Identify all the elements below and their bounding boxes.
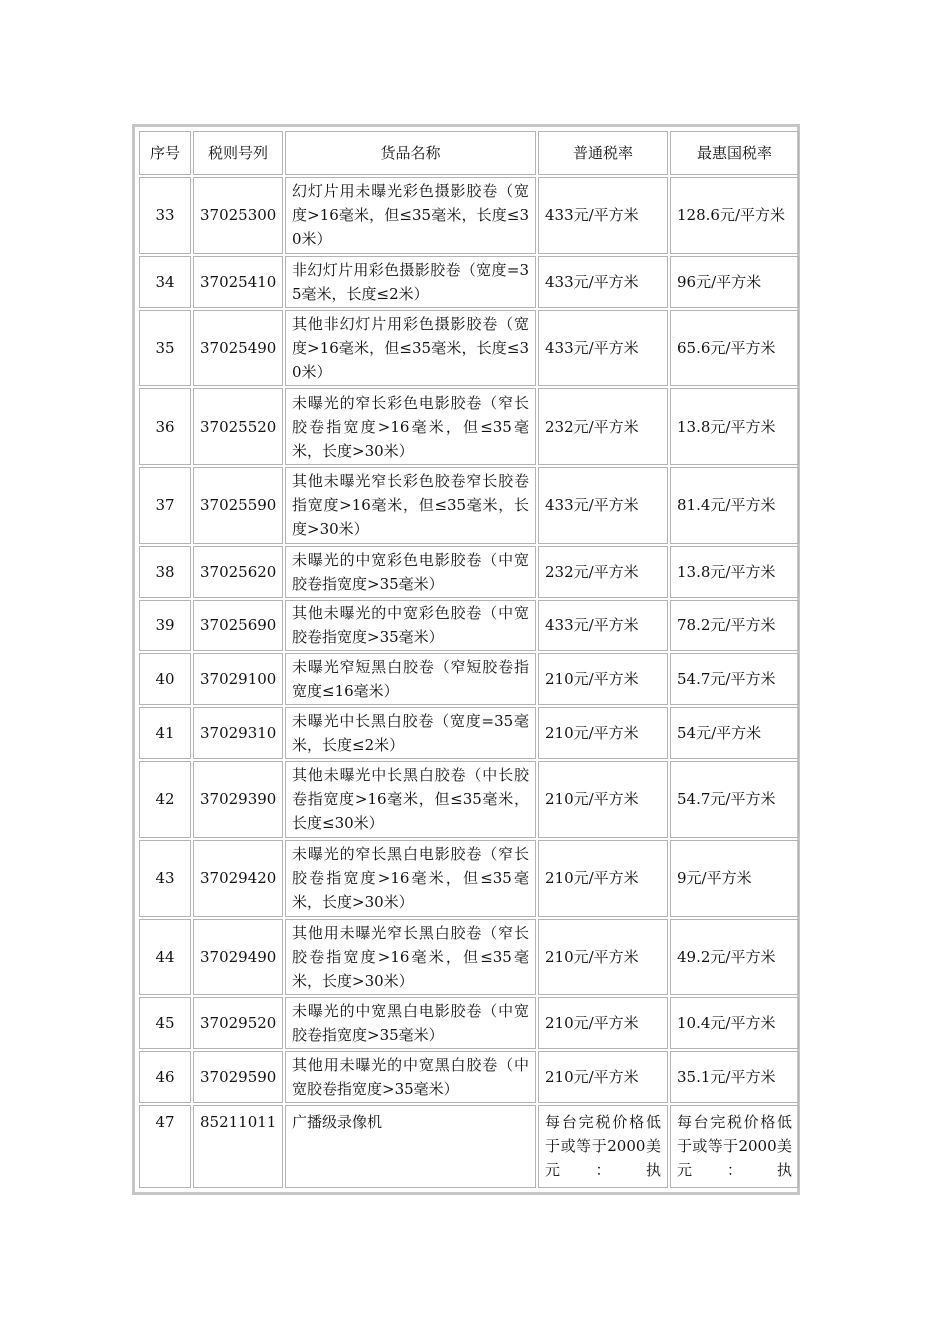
header-mfn-rate: 最惠国税率 (670, 131, 799, 175)
cell-name: 未曝光的中宽彩色电影胶卷（中宽胶卷指宽度>35毫米） (285, 546, 536, 598)
cell-name: 幻灯片用未曝光彩色摄影胶卷（宽度>16毫米，但≤35毫米，长度≤30米） (285, 177, 536, 254)
table-row (139, 707, 799, 759)
cell-code: 37025490 (193, 310, 283, 387)
cell-mfn-rate: 每台完税价格低于或等于2000美元：执 (670, 1105, 799, 1188)
header-no: 序号 (139, 131, 191, 175)
table-row (139, 761, 799, 838)
cell-code: 85211011 (193, 1105, 283, 1188)
cell-mfn-rate: 128.6元/平方米 (670, 177, 799, 254)
cell-name: 其他用未曝光的中宽黑白胶卷（中宽胶卷指宽度>35毫米） (285, 1051, 536, 1103)
table-row (139, 467, 799, 544)
cell-mfn-rate: 65.6元/平方米 (670, 310, 799, 387)
cell-general-rate: 210元/平方米 (538, 919, 668, 996)
cell-code: 37025410 (193, 256, 283, 308)
table-row (139, 1105, 799, 1188)
cell-no: 46 (139, 1051, 191, 1103)
cell-no: 39 (139, 600, 191, 652)
cell-no: 34 (139, 256, 191, 308)
cell-no: 35 (139, 310, 191, 387)
table-row (139, 388, 799, 465)
cell-no: 45 (139, 997, 191, 1049)
cell-general-rate: 210元/平方米 (538, 653, 668, 705)
cell-code: 37025620 (193, 546, 283, 598)
table-row (139, 256, 799, 308)
cell-name: 其他未曝光的中宽彩色胶卷（中宽胶卷指宽度>35毫米） (285, 600, 536, 652)
cell-name: 未曝光窄短黑白胶卷（窄短胶卷指宽度≤16毫米） (285, 653, 536, 705)
cell-mfn-rate: 10.4元/平方米 (670, 997, 799, 1049)
table-row (139, 1051, 799, 1103)
cell-code: 37029490 (193, 919, 283, 996)
cell-mfn-rate: 13.8元/平方米 (670, 546, 799, 598)
cell-mfn-rate: 54.7元/平方米 (670, 653, 799, 705)
cell-mfn-rate: 35.1元/平方米 (670, 1051, 799, 1103)
cell-mfn-rate: 9元/平方米 (670, 840, 799, 917)
cell-name: 未曝光的窄长彩色电影胶卷（窄长胶卷指宽度>16毫米，但≤35毫米，长度>30米） (285, 388, 536, 465)
cell-name: 其他非幻灯片用彩色摄影胶卷（宽度>16毫米，但≤35毫米，长度≤30米） (285, 310, 536, 387)
cell-general-rate: 210元/平方米 (538, 761, 668, 838)
cell-no: 47 (139, 1105, 191, 1188)
cell-code: 37025520 (193, 388, 283, 465)
cell-mfn-rate: 54元/平方米 (670, 707, 799, 759)
header-name: 货品名称 (285, 131, 536, 175)
cell-name: 非幻灯片用彩色摄影胶卷（宽度=35毫米，长度≤2米） (285, 256, 536, 308)
cell-mfn-rate: 49.2元/平方米 (670, 919, 799, 996)
cell-name: 未曝光的窄长黑白电影胶卷（窄长胶卷指宽度>16毫米，但≤35毫米，长度>30米） (285, 840, 536, 917)
tariff-table-container (132, 124, 800, 1195)
cell-no: 40 (139, 653, 191, 705)
cell-no: 38 (139, 546, 191, 598)
table-row (139, 600, 799, 652)
cell-general-rate: 210元/平方米 (538, 1051, 668, 1103)
table-body (139, 177, 799, 1188)
cell-no: 43 (139, 840, 191, 917)
cell-code: 37029390 (193, 761, 283, 838)
cell-name: 未曝光的中宽黑白电影胶卷（中宽胶卷指宽度>35毫米） (285, 997, 536, 1049)
cell-code: 37025590 (193, 467, 283, 544)
cell-general-rate: 232元/平方米 (538, 546, 668, 598)
cell-general-rate: 232元/平方米 (538, 388, 668, 465)
cell-no: 36 (139, 388, 191, 465)
cell-code: 37025300 (193, 177, 283, 254)
cell-name: 其他未曝光中长黑白胶卷（中长胶卷指宽度>16毫米，但≤35毫米，长度≤30米） (285, 761, 536, 838)
cell-no: 44 (139, 919, 191, 996)
cell-mfn-rate: 78.2元/平方米 (670, 600, 799, 652)
table-row (139, 177, 799, 254)
cell-general-rate: 433元/平方米 (538, 467, 668, 544)
cell-general-rate: 433元/平方米 (538, 256, 668, 308)
cell-general-rate: 210元/平方米 (538, 997, 668, 1049)
cell-code: 37025690 (193, 600, 283, 652)
cell-no: 37 (139, 467, 191, 544)
cell-code: 37029590 (193, 1051, 283, 1103)
tariff-table (137, 129, 801, 1190)
cell-no: 42 (139, 761, 191, 838)
cell-mfn-rate: 81.4元/平方米 (670, 467, 799, 544)
cell-code: 37029420 (193, 840, 283, 917)
table-row (139, 919, 799, 996)
table-row (139, 310, 799, 387)
cell-name: 广播级录像机 (285, 1105, 536, 1188)
table-row (139, 997, 799, 1049)
cell-general-rate: 433元/平方米 (538, 310, 668, 387)
cell-mfn-rate: 54.7元/平方米 (670, 761, 799, 838)
cell-no: 41 (139, 707, 191, 759)
cell-general-rate: 210元/平方米 (538, 840, 668, 917)
cell-name: 未曝光中长黑白胶卷（宽度=35毫米，长度≤2米） (285, 707, 536, 759)
cell-mfn-rate: 96元/平方米 (670, 256, 799, 308)
cell-name: 其他用未曝光窄长黑白胶卷（窄长胶卷指宽度>16毫米，但≤35毫米，长度>30米） (285, 919, 536, 996)
cell-general-rate: 每台完税价格低于或等于2000美元：执 (538, 1105, 668, 1188)
cell-code: 37029100 (193, 653, 283, 705)
table-row (139, 546, 799, 598)
table-row (139, 840, 799, 917)
cell-no: 33 (139, 177, 191, 254)
cell-general-rate: 433元/平方米 (538, 600, 668, 652)
header-general-rate: 普通税率 (538, 131, 668, 175)
cell-code: 37029520 (193, 997, 283, 1049)
cell-general-rate: 210元/平方米 (538, 707, 668, 759)
cell-name: 其他未曝光窄长彩色胶卷窄长胶卷指宽度>16毫米，但≤35毫米，长度>30米） (285, 467, 536, 544)
cell-general-rate: 433元/平方米 (538, 177, 668, 254)
table-row (139, 653, 799, 705)
cell-mfn-rate: 13.8元/平方米 (670, 388, 799, 465)
cell-code: 37029310 (193, 707, 283, 759)
table-header-row (139, 131, 799, 175)
header-code: 税则号列 (193, 131, 283, 175)
